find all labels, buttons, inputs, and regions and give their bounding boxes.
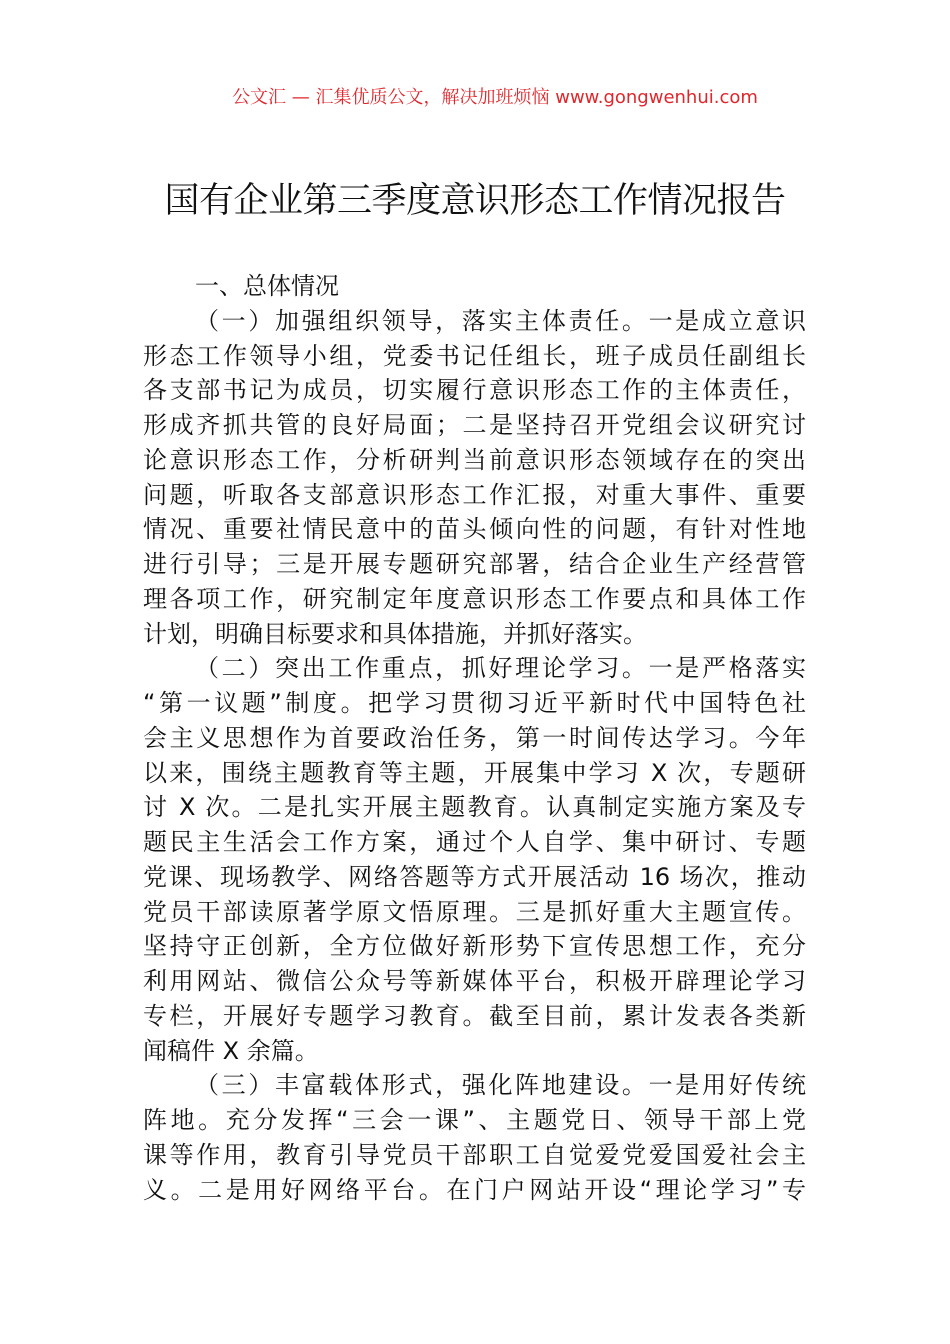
- paragraph-line: （二）突出工作重点，抓好理论学习。一是严格落实: [195, 654, 806, 683]
- paragraph-line: 进行引导；三是开展专题研究部署，结合企业生产经营管: [143, 550, 806, 578]
- paragraph-line: 题民主生活会工作方案，通过个人自学、集中研讨、专题: [143, 828, 806, 856]
- paragraph-line: 专栏，开展好专题学习教育。截至目前，累计发表各类新: [143, 1001, 806, 1030]
- paragraph-line: 会主义思想作为首要政治任务，第一时间传达学习。今年: [143, 723, 806, 752]
- paragraph-line: 形成齐抓共管的良好局面；二是坚持召开党组会议研究讨: [143, 411, 806, 439]
- paragraph-line: （一）加强组织领导，落实主体责任。一是成立意识: [195, 306, 806, 335]
- paragraph-line: 讨 X 次。二是扎实开展主题教育。认真制定实施方案及专: [143, 793, 806, 822]
- document-body: [143, 269, 806, 1207]
- paragraph-line: 理各项工作，研究制定年度意识形态工作要点和具体工作: [143, 584, 806, 613]
- paragraph-line: 以来，围绕主题教育等主题，开展集中学习 X 次，专题研: [143, 758, 806, 787]
- paragraph-line: 问题，听取各支部意识形态工作汇报，对重大事件、重要: [143, 480, 806, 509]
- paragraph-line: 阵地。充分发挥“三会一课”、主题党日、领导干部上党: [143, 1106, 806, 1134]
- paragraph-line: 课等作用，教育引导党员干部职工自觉爱党爱国爱社会主: [143, 1140, 806, 1169]
- document-title: 国有企业第三季度意识形态工作情况报告: [164, 181, 786, 221]
- paragraph-line: 论意识形态工作，分析研判当前意识形态领域存在的突出: [143, 445, 806, 474]
- paragraph-line: 党员干部读原著学原文悟原理。三是抓好重大主题宣传。: [143, 897, 806, 926]
- paragraph-line: 各支部书记为成员，切实履行意识形态工作的主体责任，: [143, 376, 806, 405]
- section-heading: 一、总体情况: [195, 272, 339, 300]
- paragraph-line: 计划，明确目标要求和具体措施，并抓好落实。: [143, 619, 647, 648]
- paragraph-line: 情况、重要社情民意中的苗头倾向性的问题，有针对性地: [143, 515, 806, 544]
- paragraph-line: 坚持守正创新，全方位做好新形势下宣传思想工作，充分: [143, 932, 806, 961]
- paragraph-line: 党课、现场教学、网络答题等方式开展活动 16 场次，推动: [143, 862, 806, 891]
- paragraph-line: 形态工作领导小组，党委书记任组长，班子成员任副组长: [143, 341, 806, 370]
- paragraph-line: “第一议题”制度。把学习贯彻习近平新时代中国特色社: [143, 689, 806, 717]
- paragraph-line: 闻稿件 X 余篇。: [143, 1036, 319, 1065]
- paragraph-line: （三）丰富载体形式，强化阵地建设。一是用好传统: [195, 1071, 806, 1100]
- watermark-banner: 公文汇 — 汇集优质公文，解决加班烦恼 www.gongwenhui.com: [232, 87, 758, 108]
- paragraph-line: 义。二是用好网络平台。在门户网站开设“理论学习”专: [143, 1175, 806, 1204]
- paragraph-line: 利用网站、微信公众号等新媒体平台，积极开辟理论学习: [143, 967, 806, 995]
